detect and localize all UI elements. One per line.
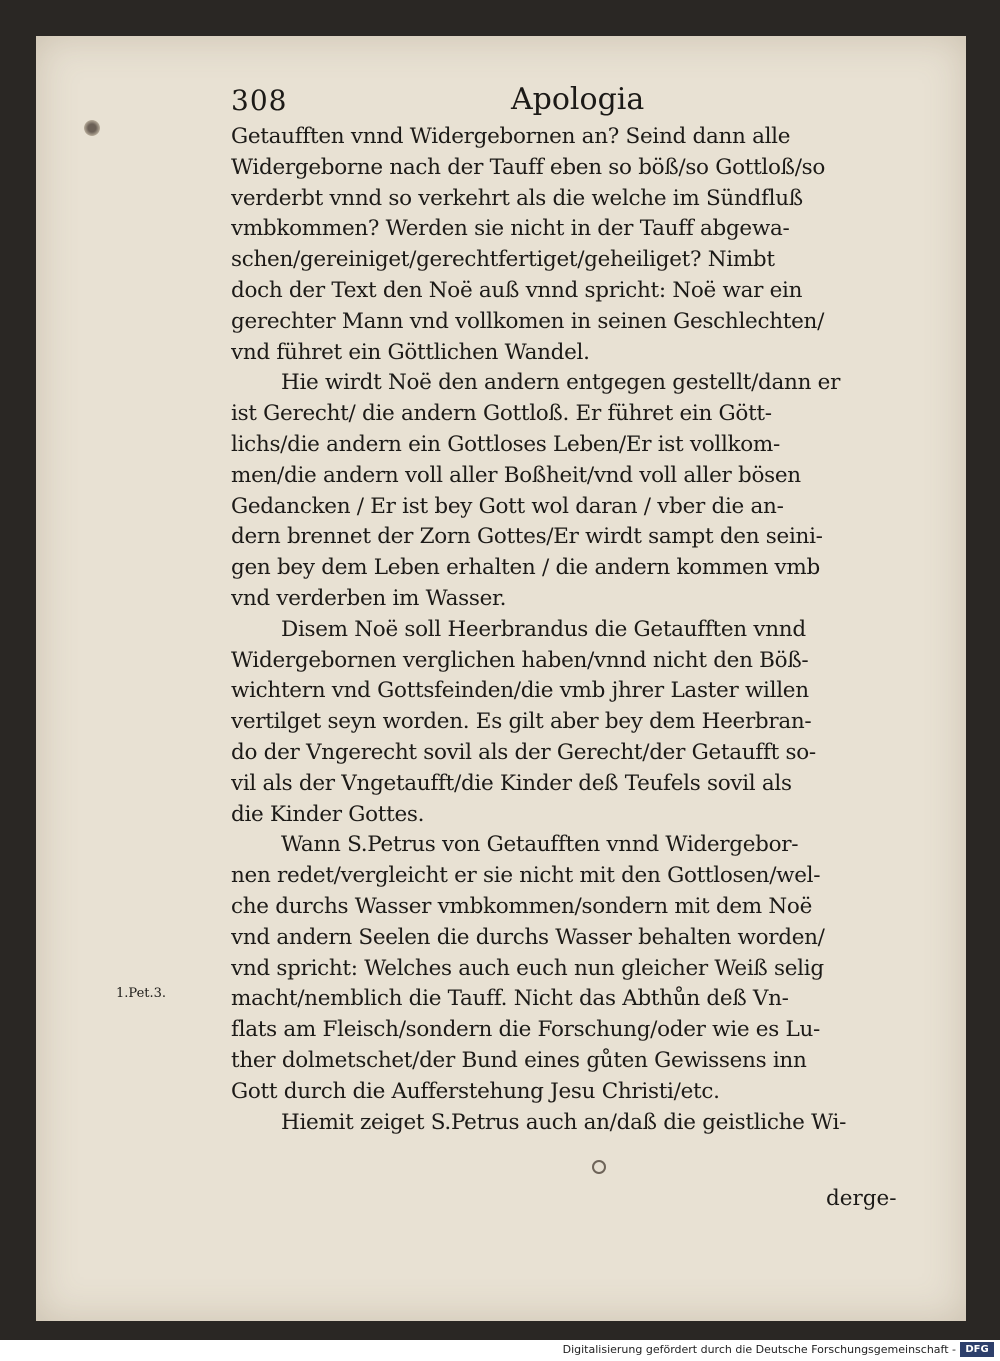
running-head [231, 78, 921, 118]
page-number: 308 [231, 84, 288, 117]
text-line: flats am Fleisch/sondern die Forschung/oder wie es Lu- [231, 1017, 820, 1043]
text-line: gerechter Mann vnd vollkomen in seinen Geschlechten/ [231, 308, 825, 334]
text-line: che durchs Wasser vmbkommen/sondern mit dem Noë [231, 893, 812, 919]
text-line: Widergebornen verglichen haben/vnnd nicht den Böß- [231, 647, 809, 673]
text-line: schen/gereiniget/gerechtfertiget/geheiliget? Nimbt [231, 247, 775, 273]
text-line: vertilget seyn worden. Es gilt aber bey dem Heerbran- [231, 709, 812, 735]
text-line: ist Gerecht/ die andern Gottloß. Er führet ein Gött- [231, 401, 772, 427]
text-line: vnd andern Seelen die durchs Wasser behalten worden/ [231, 924, 825, 950]
text-line: nen redet/vergleicht er sie nicht mit den Gottlosen/wel- [231, 863, 821, 889]
text-line: vil als der Vngetaufft/die Kinder deß Teufels sovil als [231, 770, 792, 796]
stain-mark [84, 120, 100, 136]
text-line: Hiemit zeiget S.Petrus auch an/daß die geistliche Wi- [281, 1109, 847, 1135]
text-line: vnd verderben im Wasser. [231, 585, 507, 611]
catchword: derge- [826, 1186, 897, 1211]
footer-bar [0, 1340, 1000, 1361]
text-line: Wann S.Petrus von Getaufften vnnd Widergebor- [281, 832, 799, 858]
book-page [36, 36, 966, 1321]
text-line: Disem Noë soll Heerbrandus die Getaufften vnnd [281, 616, 806, 642]
ring-mark [592, 1160, 606, 1174]
text-line: ther dolmetschet/der Bund eines gůten Gewissens inn [231, 1047, 807, 1073]
text-line: lichs/die andern ein Gottloses Leben/Er ist vollkom- [231, 431, 780, 457]
text-line: Widergeborne nach der Tauff eben so böß/so Gottloß/so [231, 154, 826, 180]
margin-note: 1.Pet.3. [116, 986, 167, 1001]
body-text [231, 122, 921, 1138]
text-line: verderbt vnnd so verkehrt als die welche im Sündfluß [231, 185, 803, 211]
text-line: men/die andern voll aller Boßheit/vnd voll aller bösen [231, 462, 801, 488]
text-line: gen bey dem Leben erhalten / die andern kommen vmb [231, 555, 820, 581]
footer-credit: Digitalisierung gefördert durch die Deutsche Forschungsgemeinschaft - [562, 1343, 956, 1356]
text-line: vmbkommen? Werden sie nicht in der Tauff abgewa- [231, 216, 790, 242]
text-block [231, 78, 921, 1138]
text-line: Gedancken / Er ist bey Gott wol daran / vber die an- [231, 493, 784, 519]
text-line: vnd führet ein Göttlichen Wandel. [231, 339, 590, 365]
text-line: doch der Text den Noë auß vnnd spricht: Noë war ein [231, 277, 803, 303]
text-line: Hie wirdt Noë den andern entgegen gestellt/dann er [281, 370, 841, 396]
text-line: dern brennet der Zorn Gottes/Er wirdt sampt den seini- [231, 524, 823, 550]
running-title: Apologia [511, 82, 645, 117]
text-line: wichtern vnd Gottsfeinden/die vmb jhrer Laster willen [231, 678, 809, 704]
text-line: vnd spricht: Welches auch euch nun gleicher Weiß selig [231, 955, 824, 981]
text-line: macht/nemblich die Tauff. Nicht das Abthůn deß Vn- [231, 986, 789, 1012]
text-line: die Kinder Gottes. [231, 801, 425, 827]
dfg-logo: DFG [960, 1342, 994, 1357]
text-line: Gott durch die Aufferstehung Jesu Christi/etc. [231, 1078, 720, 1104]
text-line: do der Vngerecht sovil als der Gerecht/der Getaufft so- [231, 739, 816, 765]
text-line: Getaufften vnnd Widergebornen an? Seind dann alle [231, 124, 791, 149]
